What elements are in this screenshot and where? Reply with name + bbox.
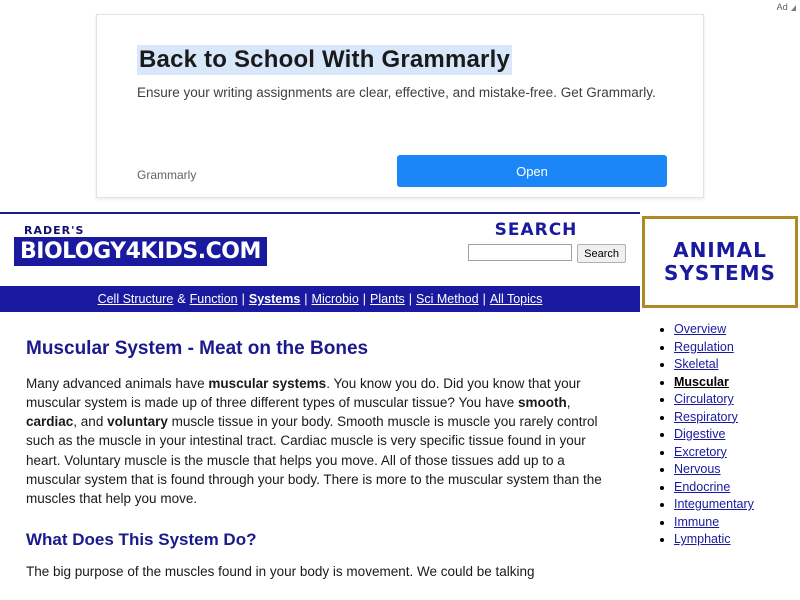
sidebar-item-label[interactable]: Nervous	[674, 462, 721, 476]
emphasis-text: voluntary	[107, 414, 168, 430]
search-button[interactable]: Search	[577, 244, 626, 263]
sidebar-item-label[interactable]: Immune	[674, 514, 720, 529]
sidebar-item-excretory[interactable]	[674, 445, 800, 459]
sidebar-item-label[interactable]: Digestive	[674, 427, 726, 441]
emphasis-text: smooth	[518, 395, 567, 411]
body-text: , and	[73, 414, 108, 430]
sidebar-item-label[interactable]: Endocrine	[674, 479, 731, 494]
sidebar-item-label[interactable]: Muscular	[674, 374, 729, 389]
nav-separator: |	[362, 292, 367, 306]
site-header	[0, 212, 640, 286]
sidebar-item-label[interactable]: Overview	[674, 322, 727, 336]
nav-item-plants[interactable]: Plants	[370, 292, 405, 306]
emphasis-text: cardiac	[26, 414, 74, 430]
nav-item-systems[interactable]: Systems	[248, 292, 301, 306]
main-navigation	[0, 286, 640, 312]
search-heading: SEARCH	[494, 220, 578, 240]
search-input[interactable]	[468, 244, 572, 261]
section-paragraph: The big purpose of the muscles found in your body is movement. We could be talking	[26, 564, 535, 580]
sidebar-item-skeletal[interactable]	[674, 357, 800, 371]
sidebar-item-label[interactable]: Skeletal	[674, 357, 719, 371]
animal-systems-line2: SYSTEMS	[664, 261, 776, 285]
sidebar-item-label[interactable]: Respiratory	[674, 409, 738, 424]
body-text: Many advanced animals have	[26, 376, 209, 391]
advertisement-zone	[0, 0, 800, 212]
body-text: muscle tissue in your body. Smooth muscle is muscle you rarely control such as the muscle in your intestinal tract. Cardiac muscle is very specific tissue found in your heart. Voluntary muscle is the muscle that helps you move. All of those tissues add up to a muscular system that is found through your body. There is more to the muscular system than the muscles that help you move.	[26, 414, 602, 506]
animal-systems-banner	[642, 216, 798, 308]
ad-subtext: Ensure your writing assignments are clear, effective, and mistake-free. Get Grammarly.	[137, 85, 656, 100]
sidebar-item-overview[interactable]	[674, 322, 800, 336]
sidebar	[640, 212, 800, 550]
logo-raders-text: RADER'S	[24, 224, 85, 237]
ad-headline: Back to School With Grammarly	[139, 46, 511, 73]
page-title: Muscular System - Meat on the Bones	[26, 338, 369, 359]
ad-card[interactable]	[96, 14, 704, 198]
sidebar-item-label[interactable]: Circulatory	[674, 392, 734, 406]
nav-separator: &	[177, 292, 186, 306]
sidebar-item-label[interactable]: Lymphatic	[674, 532, 731, 546]
sidebar-item-respiratory[interactable]	[674, 410, 800, 424]
body-text: . You know you do. Did you know that your muscular system is made up of three different types of muscular tissue? You have	[26, 376, 581, 411]
ad-choices-label: Ad	[776, 2, 788, 12]
nav-item-microbio[interactable]: Microbio	[311, 292, 359, 306]
sidebar-item-lymphatic[interactable]	[674, 532, 800, 546]
sidebar-item-muscular[interactable]	[674, 375, 800, 389]
site-logo[interactable]	[14, 224, 261, 266]
nav-item-cell-structure[interactable]: Cell Structure	[97, 292, 174, 306]
nav-item-all-topics[interactable]: All Topics	[489, 292, 543, 306]
sidebar-item-endocrine[interactable]	[674, 480, 800, 494]
site-body	[0, 212, 800, 600]
sidebar-list	[640, 322, 800, 546]
nav-separator: |	[408, 292, 413, 306]
ad-choices-triangle-icon	[791, 5, 796, 11]
nav-item-function[interactable]: Function	[189, 292, 238, 306]
sidebar-item-label[interactable]: Regulation	[674, 339, 734, 354]
sidebar-item-label[interactable]: Integumentary	[674, 497, 754, 511]
nav-separator: |	[241, 292, 245, 306]
ad-brand-label: Grammarly	[137, 168, 197, 182]
animal-systems-line1: ANIMAL	[673, 238, 767, 262]
sidebar-item-regulation[interactable]	[674, 340, 800, 354]
sidebar-item-digestive[interactable]	[674, 427, 800, 441]
intro-paragraph	[26, 374, 614, 508]
emphasis-text: muscular systems	[208, 376, 327, 391]
sidebar-item-integumentary[interactable]	[674, 497, 800, 511]
nav-item-sci-method[interactable]: Sci Method	[416, 292, 479, 306]
sidebar-item-label[interactable]: Excretory	[674, 444, 727, 459]
ad-open-button[interactable]: Open	[397, 155, 667, 187]
nav-separator: |	[304, 292, 308, 306]
search-row	[446, 244, 626, 263]
sidebar-item-nervous[interactable]	[674, 462, 800, 476]
sidebar-item-immune[interactable]	[674, 515, 800, 529]
ad-choices-indicator[interactable]	[777, 2, 796, 12]
sidebar-item-circulatory[interactable]	[674, 392, 800, 406]
section-heading: What Does This System Do?	[26, 530, 257, 550]
nav-separator: |	[482, 292, 486, 306]
body-text: ,	[566, 395, 571, 411]
logo-main-text: BIOLOGY4KIDS.COM	[14, 237, 267, 266]
search-area	[446, 220, 626, 263]
article-content	[0, 312, 640, 581]
